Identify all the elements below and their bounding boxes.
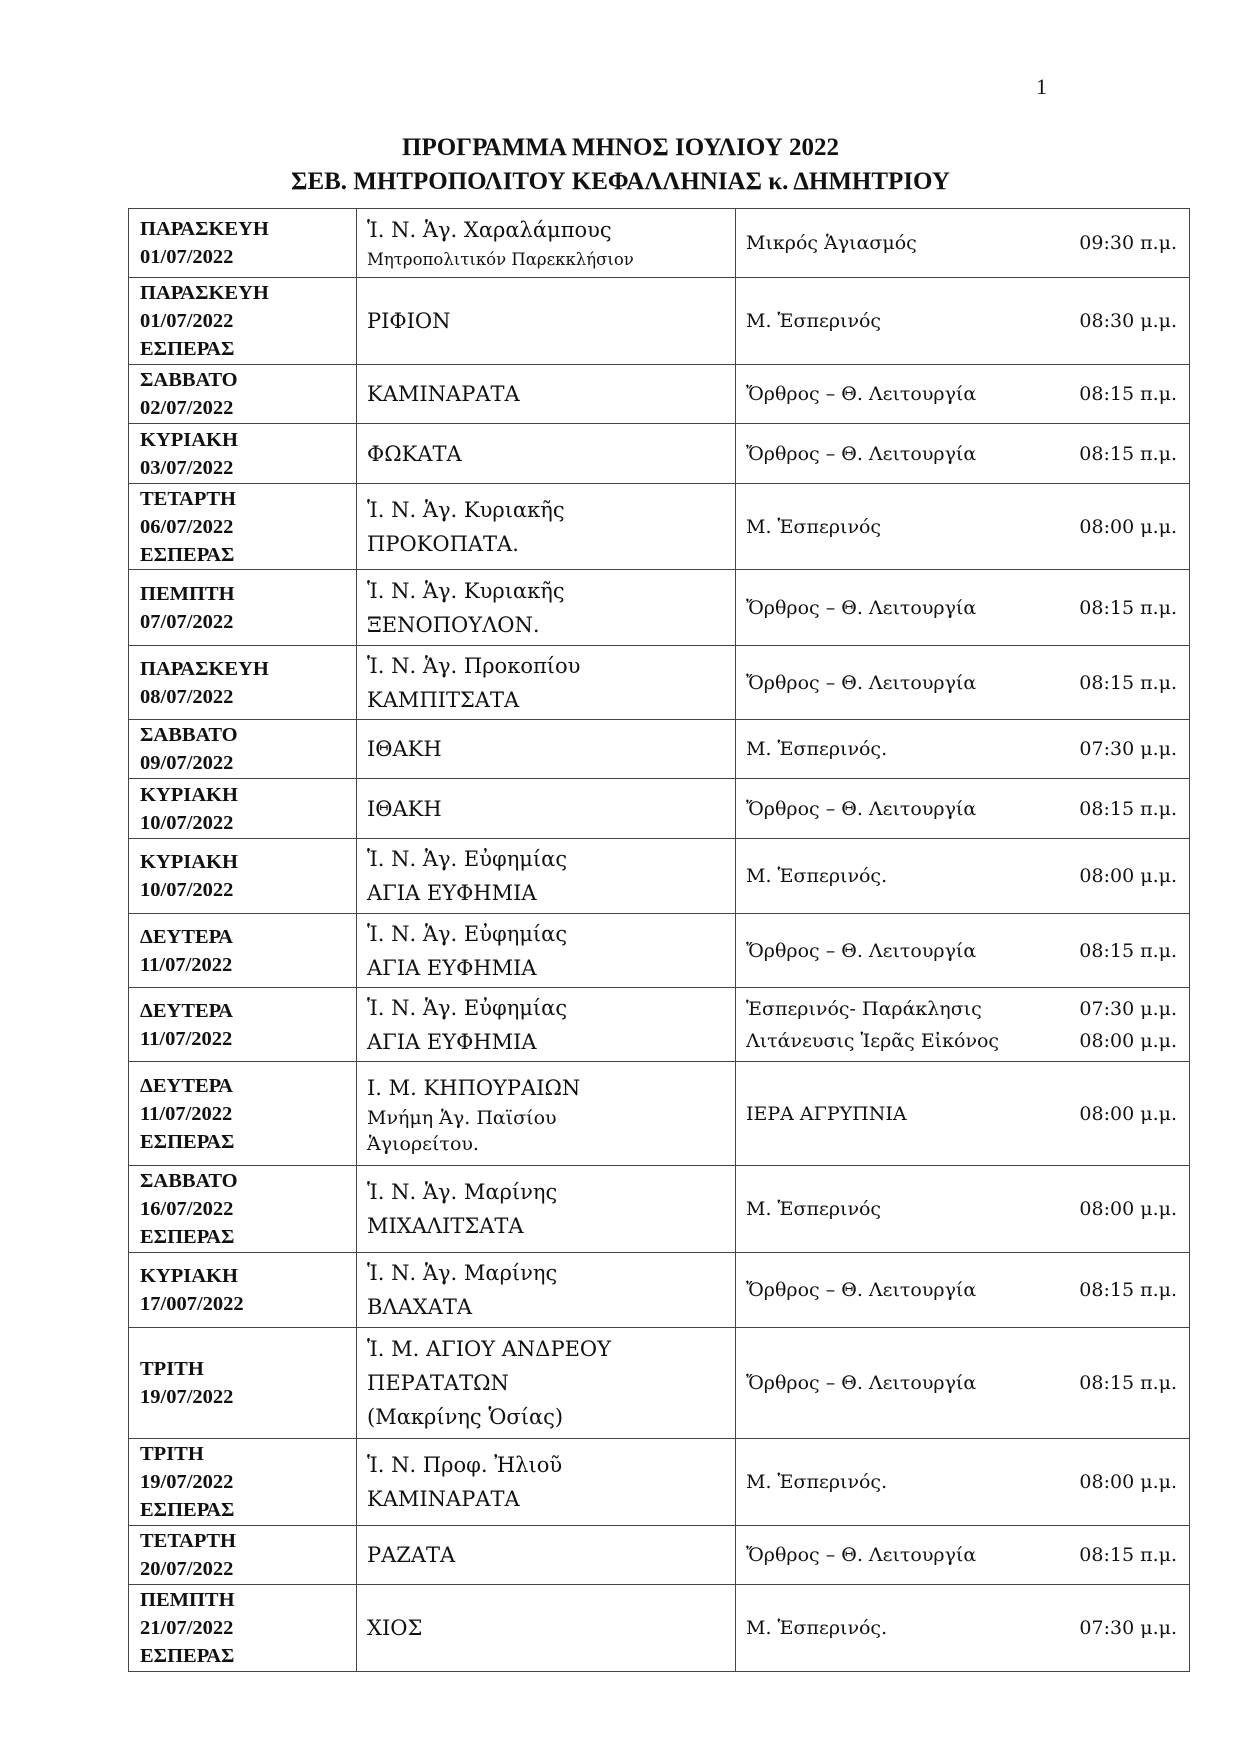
service-name: Ὄρθρος – Θ. Λειτουργία	[746, 596, 977, 619]
day-cell	[129, 779, 357, 839]
place-cell	[357, 1166, 736, 1253]
weekday: ΔΕΥΤΕΡΑ	[140, 1074, 233, 1097]
weekday: ΔΕΥΤΕΡΑ	[140, 925, 233, 948]
day-cell	[129, 1166, 357, 1253]
service-name: Ὄρθρος – Θ. Λειτουργία	[746, 797, 977, 820]
weekday: ΠΕΜΠΤΗ	[140, 1589, 235, 1611]
service-cell	[736, 209, 1190, 278]
evening-label: ΕΣΠΕΡΑΣ	[140, 1130, 235, 1153]
table-row	[129, 1439, 1190, 1526]
service-line	[746, 860, 1177, 892]
service-name: Μ. Ἑσπερινός	[746, 515, 882, 538]
place-cell	[357, 1439, 736, 1526]
date: 11/07/2022	[140, 1027, 233, 1050]
schedule-body	[129, 209, 1190, 1672]
service-line	[746, 1274, 1177, 1306]
day-cell	[129, 570, 357, 646]
service-name: Ὄρθρος – Θ. Λειτουργία	[746, 1372, 977, 1394]
evening-label: ΕΣΠΕΡΑΣ	[140, 338, 235, 360]
service-line	[746, 1466, 1177, 1498]
place-cell	[357, 988, 736, 1062]
service-cell	[736, 365, 1190, 424]
place-cell	[357, 1328, 736, 1439]
date: 19/07/2022	[140, 1471, 234, 1493]
service-time: 08:00 μ.μ.	[1079, 865, 1177, 887]
table-row	[129, 720, 1190, 779]
table-row	[129, 1253, 1190, 1328]
service-cell	[736, 1328, 1190, 1439]
service-cell	[736, 1585, 1190, 1672]
day-cell	[129, 484, 357, 570]
table-row	[129, 1328, 1190, 1439]
place-name: Ἱ. Ν. Ἁγ. Μαρίνης	[367, 1261, 558, 1285]
place-name: Ἱ. Ν. Ἁγ. Χαραλάμπους	[367, 218, 612, 242]
place-name: Ἱ. Ν. Ἁγ. Μαρίνης	[367, 1180, 558, 1204]
day-cell	[129, 278, 357, 365]
table-row	[129, 278, 1190, 365]
place-name: ΦΩΚΑΤΑ	[367, 441, 462, 466]
service-cell	[736, 839, 1190, 914]
place-name: Ἱ. Ν. Προφ. Ἠλιοῦ	[367, 1453, 563, 1477]
date: 08/07/2022	[140, 685, 234, 708]
date: 16/07/2022	[140, 1198, 234, 1220]
date: 11/07/2022	[140, 1102, 233, 1125]
service-name: Ὄρθρος – Θ. Λειτουργία	[746, 671, 977, 694]
page-title: ΠΡΟΓΡΑΜΜΑ ΜΗΝΟΣ ΙΟΥΛΙΟΥ 2022	[402, 134, 839, 161]
service-time: 08:00 μ.μ.	[1079, 1029, 1177, 1052]
place-name: Ι. Μ. ΚΗΠΟΥΡΑΙΩΝ	[367, 1075, 581, 1100]
day-cell	[129, 646, 357, 720]
date: 06/07/2022	[140, 515, 234, 538]
evening-label: ΕΣΠΕΡΑΣ	[140, 1226, 235, 1248]
evening-label: ΕΣΠΕΡΑΣ	[140, 1645, 235, 1667]
date: 20/07/2022	[140, 1558, 234, 1580]
day-cell	[129, 1526, 357, 1585]
service-line	[746, 733, 1177, 765]
place-name: ΑΓΙΑ ΕΥΦΗΜΙΑ	[367, 955, 537, 980]
service-line	[746, 592, 1177, 624]
place-name: ΒΛΑΧΑΤΑ	[367, 1295, 473, 1319]
weekday: ΤΡΙΤΗ	[140, 1443, 204, 1465]
table-row	[129, 914, 1190, 988]
date: 09/07/2022	[140, 752, 234, 774]
schedule-table	[128, 208, 1190, 1672]
table-row	[129, 365, 1190, 424]
table-row	[129, 1526, 1190, 1585]
place-name: ΠΕΡΑΤΑΤΩΝ	[367, 1371, 509, 1395]
place-name: ΚΑΜΙΝΑΡΑΤΑ	[367, 1487, 520, 1511]
table-row	[129, 988, 1190, 1062]
place-name: ΙΘΑΚΗ	[367, 737, 442, 761]
service-line	[746, 227, 1177, 259]
date: 07/07/2022	[140, 610, 234, 633]
service-line	[746, 438, 1177, 470]
weekday: ΚΥΡΙΑΚΗ	[140, 783, 238, 806]
service-cell	[736, 1166, 1190, 1253]
service-cell	[736, 484, 1190, 570]
table-row	[129, 484, 1190, 570]
service-time: 08:15 π.μ.	[1079, 442, 1177, 465]
day-cell	[129, 1062, 357, 1166]
service-cell	[736, 779, 1190, 839]
day-cell	[129, 1439, 357, 1526]
place-cell	[357, 1585, 736, 1672]
day-cell	[129, 424, 357, 484]
place-name: ΑΓΙΑ ΕΥΦΗΜΙΑ	[367, 881, 537, 905]
weekday: ΤΕΤΑΡΤΗ	[140, 1530, 236, 1552]
table-row	[129, 779, 1190, 839]
service-cell	[736, 1253, 1190, 1328]
page-number: 1	[1036, 74, 1047, 99]
day-cell	[129, 914, 357, 988]
service-name: Ὄρθρος – Θ. Λειτουργία	[746, 442, 977, 465]
table-row	[129, 209, 1190, 278]
service-time: 07:30 μ.μ.	[1079, 1617, 1177, 1639]
place-cell	[357, 209, 736, 278]
place-name: ΚΑΜΠΙΤΣΑΤΑ	[367, 687, 520, 712]
table-row	[129, 839, 1190, 914]
service-time: 07:30 μ.μ.	[1079, 997, 1177, 1020]
weekday: ΤΡΙΤΗ	[140, 1358, 204, 1380]
service-time: 08:00 μ.μ.	[1079, 1102, 1177, 1125]
service-name: Μ. Ἑσπερινός.	[746, 1617, 888, 1639]
service-line	[746, 935, 1177, 967]
evening-label: ΕΣΠΕΡΑΣ	[140, 1499, 235, 1521]
service-name: Λιτάνευσις Ἱερᾶς Εἰκόνος	[746, 1029, 1000, 1052]
place-name: ΡΙΦΙΟΝ	[367, 309, 451, 333]
service-name: Ὄρθρος – Θ. Λειτουργία	[746, 1544, 977, 1566]
table-row	[129, 1166, 1190, 1253]
weekday: ΠΕΜΠΤΗ	[140, 582, 235, 605]
place-name: Ἱ. Μ. ΑΓΙΟΥ ΑΝΔΡΕΟΥ	[367, 1337, 611, 1361]
place-name: ΡΑΖΑΤΑ	[367, 1543, 456, 1567]
place-cell	[357, 484, 736, 570]
date: 03/07/2022	[140, 456, 234, 479]
table-row	[129, 570, 1190, 646]
place-name: Ἱ. Ν. Ἁγ. Κυριακῆς	[367, 578, 565, 603]
service-cell	[736, 1526, 1190, 1585]
weekday: ΣΑΒΒΑΤΟ	[140, 724, 238, 746]
place-cell	[357, 646, 736, 720]
place-cell	[357, 278, 736, 365]
date: 02/07/2022	[140, 397, 234, 419]
date: 01/07/2022	[140, 310, 234, 332]
service-line	[746, 511, 1177, 543]
service-name: Ἑσπερινός- Παράκλησις	[746, 997, 982, 1020]
service-time: 09:30 π.μ.	[1079, 232, 1177, 254]
service-cell	[736, 1062, 1190, 1166]
place-cell	[357, 839, 736, 914]
service-cell	[736, 988, 1190, 1062]
place-name: ΠΡΟΚΟΠΑΤΑ.	[367, 531, 519, 556]
service-time: 07:30 μ.μ.	[1079, 738, 1177, 760]
service-cell	[736, 1439, 1190, 1526]
weekday: ΠΑΡΑΣΚΕΥΗ	[140, 282, 269, 304]
place-name: Ἱ. Ν. Ἁγ. Εὐφημίας	[367, 921, 568, 946]
service-time: 08:15 π.μ.	[1079, 939, 1177, 962]
place-name: ΜΙΧΑΛΙΤΣΑΤΑ	[367, 1214, 524, 1238]
weekday: ΠΑΡΑΣΚΕΥΗ	[140, 657, 269, 680]
service-name: Μ. Ἑσπερινός	[746, 1198, 882, 1220]
service-line	[746, 1539, 1177, 1571]
place-cell	[357, 720, 736, 779]
service-name: ΙΕΡΑ ΑΓΡΥΠΝΙΑ	[746, 1102, 907, 1125]
service-time: 08:15 π.μ.	[1079, 797, 1177, 820]
weekday: ΣΑΒΒΑΤΟ	[140, 369, 238, 391]
service-time: 08:15 π.μ.	[1079, 1544, 1177, 1566]
table-row	[129, 424, 1190, 484]
place-name: ΑΓΙΑ ΕΥΦΗΜΙΑ	[367, 1029, 537, 1054]
place-cell	[357, 424, 736, 484]
day-cell	[129, 1253, 357, 1328]
weekday: ΚΥΡΙΑΚΗ	[140, 851, 238, 873]
service-name: Μικρός Ἁγιασμός	[746, 232, 917, 254]
day-cell	[129, 988, 357, 1062]
place-cell	[357, 1253, 736, 1328]
service-line	[746, 993, 1177, 1025]
service-name: Ὄρθρος – Θ. Λειτουργία	[746, 383, 977, 405]
service-line	[746, 667, 1177, 699]
service-time: 08:15 π.μ.	[1079, 671, 1177, 694]
table-row	[129, 1062, 1190, 1166]
service-name: Μ. Ἑσπερινός.	[746, 865, 888, 887]
service-line	[746, 1367, 1177, 1399]
place-note: Μητροπολιτικόν Παρεκκλήσιον	[367, 250, 634, 269]
place-name: Ἱ. Ν. Ἁγ. Προκοπίου	[367, 653, 581, 678]
date: 10/07/2022	[140, 879, 234, 901]
page-subtitle: ΣΕΒ. ΜΗΤΡΟΠΟΛΙΤΟΥ ΚΕΦΑΛΛΗΝΙΑΣ κ. ΔΗΜΗΤΡΙΟΥ	[291, 168, 950, 195]
day-cell	[129, 839, 357, 914]
service-line	[746, 305, 1177, 337]
place-name: Ἱ. Ν. Ἁγ. Κυριακῆς	[367, 497, 565, 522]
place-name: ΧΙΟΣ	[367, 1616, 423, 1640]
place-name: (Μακρίνης Ὁσίας)	[367, 1405, 564, 1429]
evening-label: ΕΣΠΕΡΑΣ	[140, 543, 235, 566]
date: 17/007/2022	[140, 1293, 244, 1315]
place-note: Μνήμη Ἁγ. Παϊσίου	[367, 1106, 557, 1129]
weekday: ΔΕΥΤΕΡΑ	[140, 999, 233, 1022]
service-time: 08:30 μ.μ.	[1079, 310, 1177, 332]
day-cell	[129, 209, 357, 278]
place-cell	[357, 1062, 736, 1166]
place-name: Ἱ. Ν. Ἁγ. Εὐφημίας	[367, 847, 568, 871]
place-name: ΙΘΑΚΗ	[367, 796, 442, 821]
place-cell	[357, 914, 736, 988]
service-time: 08:15 π.μ.	[1079, 383, 1177, 405]
place-name: ΞΕΝΟΠΟΥΛΟΝ.	[367, 612, 540, 637]
service-line	[746, 1025, 1177, 1057]
service-line	[746, 378, 1177, 410]
service-line	[746, 1193, 1177, 1225]
table-row	[129, 1585, 1190, 1672]
place-cell	[357, 1526, 736, 1585]
date: 19/07/2022	[140, 1386, 234, 1408]
service-name: Μ. Ἑσπερινός.	[746, 738, 888, 760]
place-cell	[357, 365, 736, 424]
service-time: 08:00 μ.μ.	[1079, 1471, 1177, 1493]
weekday: ΤΕΤΑΡΤΗ	[140, 487, 236, 510]
service-line	[746, 1612, 1177, 1644]
weekday: ΚΥΡΙΑΚΗ	[140, 428, 238, 451]
service-cell	[736, 424, 1190, 484]
weekday: ΠΑΡΑΣΚΕΥΗ	[140, 218, 269, 240]
service-name: Ὄρθρος – Θ. Λειτουργία	[746, 939, 977, 962]
service-time: 08:15 π.μ.	[1079, 1372, 1177, 1394]
place-name: Ἱ. Ν. Ἁγ. Εὐφημίας	[367, 995, 568, 1020]
service-cell	[736, 570, 1190, 646]
weekday: ΣΑΒΒΑΤΟ	[140, 1170, 238, 1192]
place-cell	[357, 570, 736, 646]
service-cell	[736, 278, 1190, 365]
service-name: Μ. Ἑσπερινός.	[746, 1471, 888, 1493]
date: 10/07/2022	[140, 811, 234, 834]
day-cell	[129, 1328, 357, 1439]
table-row	[129, 646, 1190, 720]
place-cell	[357, 779, 736, 839]
service-name: Μ. Ἑσπερινός	[746, 310, 882, 332]
place-name: ΚΑΜΙΝΑΡΑΤΑ	[367, 382, 520, 406]
service-time: 08:00 μ.μ.	[1079, 515, 1177, 538]
day-cell	[129, 1585, 357, 1672]
date: 21/07/2022	[140, 1617, 234, 1639]
day-cell	[129, 365, 357, 424]
service-line	[746, 793, 1177, 825]
service-cell	[736, 720, 1190, 779]
service-cell	[736, 646, 1190, 720]
service-time: 08:00 μ.μ.	[1079, 1198, 1177, 1220]
date: 11/07/2022	[140, 953, 233, 976]
service-name: Ὄρθρος – Θ. Λειτουργία	[746, 1279, 977, 1301]
weekday: ΚΥΡΙΑΚΗ	[140, 1265, 238, 1287]
date: 01/07/2022	[140, 246, 234, 268]
service-line	[746, 1098, 1177, 1130]
day-cell	[129, 720, 357, 779]
service-cell	[736, 914, 1190, 988]
service-time: 08:15 π.μ.	[1079, 596, 1177, 619]
service-time: 08:15 π.μ.	[1079, 1279, 1177, 1301]
place-note: Ἁγιορείτου.	[367, 1132, 479, 1155]
